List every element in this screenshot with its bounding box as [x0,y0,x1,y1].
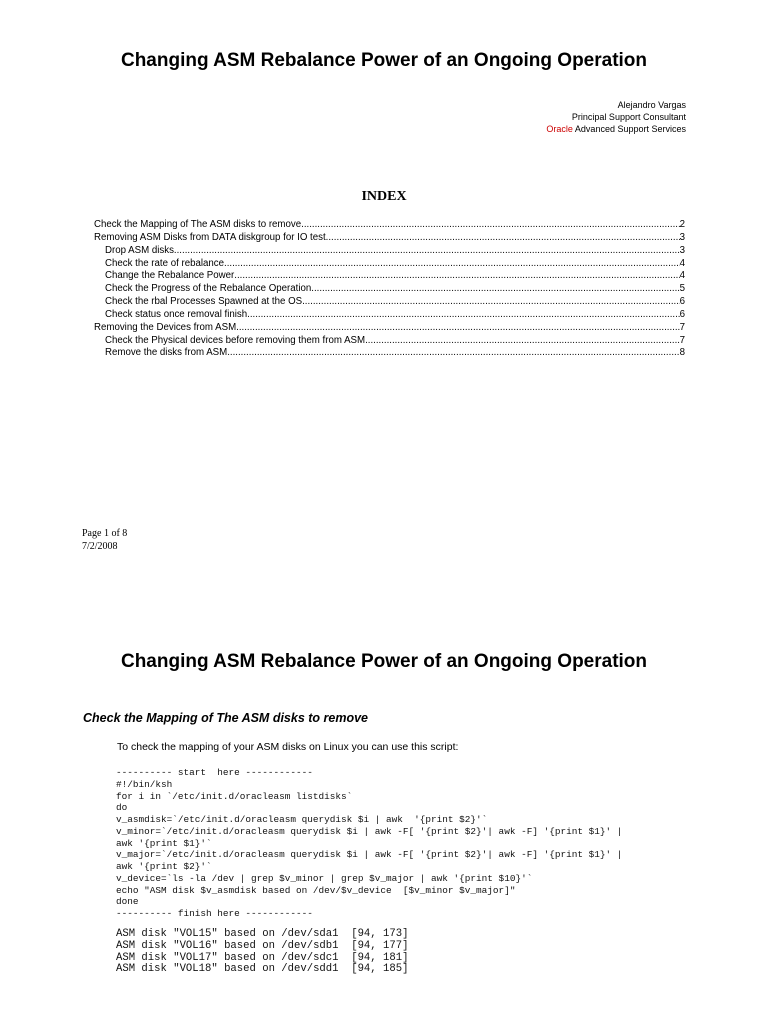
output-line: ASM disk "VOL15" based on /dev/sda1 [94, 173] [116,928,409,940]
toc-entry[interactable] [94,296,685,309]
code-line: do [116,802,128,814]
toc-entry-page: 4 [679,257,685,269]
toc-entry-page: 6 [679,296,685,308]
code-line: done [116,896,139,908]
toc-entry[interactable] [94,347,685,360]
toc-entry-page: 4 [679,270,685,282]
toc-entry[interactable] [94,270,685,283]
toc-entry-title: Check the Mapping of The ASM disks to remove [94,219,302,230]
toc-leader-dots [227,347,679,360]
toc-entry-page: 7 [679,334,685,346]
toc-entry-title: Check the Progress of the Rebalance Operation [105,283,312,295]
page-title-2: Changing ASM Rebalance Power of an Ongoing Operation [120,651,648,672]
toc-entry-title: Drop ASM disks [105,244,174,256]
page-title: Changing ASM Rebalance Power of an Ongoing Operation [120,50,648,71]
toc-entry[interactable] [94,309,685,322]
toc-entry[interactable] [94,335,685,348]
output-line: ASM disk "VOL18" based on /dev/sdd1 [94, 185] [116,963,409,976]
code-line: awk '{print $1}'` [116,837,212,849]
toc-entry-title: Check the Physical devices before removing them from ASM [105,334,366,346]
toc-entry-title: Check the rbal Processes Spawned at the OS [105,296,303,308]
oracle-brand: Oracle [546,124,573,134]
toc-entry[interactable] [94,258,685,271]
toc-entry[interactable] [94,232,685,245]
toc-entry-title: Change the Rebalance Power [105,270,235,282]
toc-entry[interactable] [94,245,685,258]
author-name: Alejandro Vargas [617,100,686,110]
code-line: #!/bin/ksh [116,778,173,790]
toc-entry-title: Removing the Devices from ASM [94,321,237,333]
index-heading: INDEX [361,189,407,204]
toc-entry-page: 5 [679,283,685,295]
toc-entry[interactable] [94,219,685,232]
toc-leader-dots [301,219,679,232]
page-footer [82,527,127,553]
script-output-block [116,929,408,976]
code-line: echo "ASM disk $v_asmdisk based on /dev/$v_device [$v_minor $v_major]" [116,884,516,896]
toc-leader-dots [326,232,680,245]
code-line: v_asmdisk=`/etc/init.d/oracleasm querydisk $i | awk '{print $2}'` [116,814,488,825]
output-line: ASM disk "VOL16" based on /dev/sdb1 [94, 177] [116,939,409,952]
toc-entry[interactable] [94,322,685,335]
toc-leader-dots [311,283,679,296]
table-of-contents [94,219,685,360]
toc-entry-page: 3 [679,231,685,243]
toc-entry-page: 3 [679,244,685,256]
toc-leader-dots [247,309,679,322]
toc-leader-dots [174,245,680,258]
section-heading: Check the Mapping of The ASM disks to remove [83,711,368,725]
code-line: v_device=`ls -la /dev | grep $v_minor | grep $v_major | awk '{print $10}'` [116,872,533,884]
author-role: Principal Support Consultant [571,112,686,122]
code-line: v_major=`/etc/init.d/oracleasm querydisk $i | awk -F[ '{print $2}'| awk -F] '{print $1}' | [116,849,623,861]
toc-leader-dots [365,335,680,348]
author-org [546,123,686,135]
code-line: ---------- finish here ------------ [116,908,313,919]
code-line: awk '{print $2}'` [116,861,212,872]
toc-entry-title: Check the rate of rebalance [105,257,225,269]
toc-entry-title: Remove the disks from ASM [105,347,228,359]
page-number: Page 1 of 8 [82,528,128,539]
toc-entry-page: 2 [679,219,685,230]
author-block [546,99,686,135]
toc-entry[interactable] [94,283,685,296]
toc-leader-dots [236,322,679,335]
code-line: for i in `/etc/init.d/oracleasm listdisks` [116,790,353,802]
intro-text: To check the mapping of your ASM disks on Linux you can use this script: [117,741,459,753]
toc-entry-page: 6 [679,308,685,320]
output-line: ASM disk "VOL17" based on /dev/sdc1 [94, 181] [116,951,409,964]
toc-entry-page: 7 [679,321,685,333]
toc-leader-dots [234,270,679,283]
author-org-rest: Advanced Support Services [572,124,686,134]
code-line: ---------- start here ------------ [116,767,313,778]
code-line: v_minor=`/etc/init.d/oracleasm querydisk $i | awk -F[ '{print $2}'| awk -F] '{print $1}' | [116,825,623,837]
toc-entry-page: 8 [679,347,685,359]
toc-leader-dots [224,258,680,271]
toc-leader-dots [302,296,680,309]
script-code-block [116,767,676,920]
toc-entry-title: Check status once removal finish [105,308,248,320]
toc-entry-title: Removing ASM Disks from DATA diskgroup for IO test [94,231,326,243]
document-date: 7/2/2008 [82,541,118,552]
